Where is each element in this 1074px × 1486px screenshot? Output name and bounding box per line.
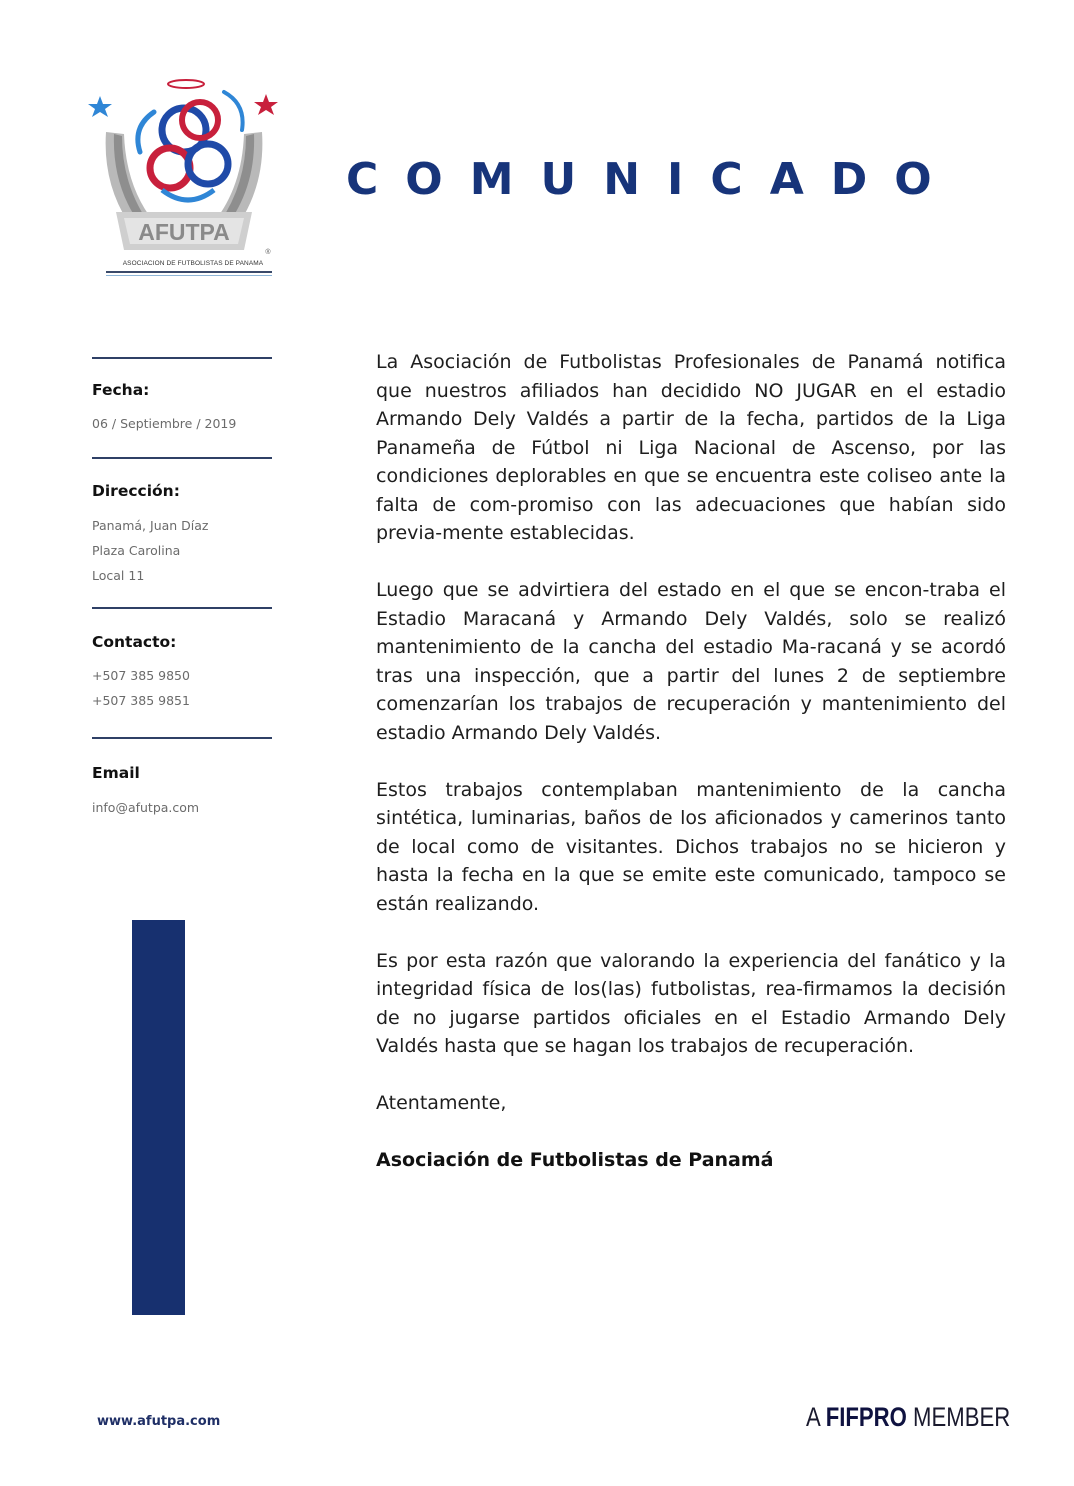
svg-text:®: ® xyxy=(265,249,271,256)
signoff: Atentamente, xyxy=(376,1092,507,1114)
logo-caption: ASOCIACION DE FUTBOLISTAS DE PANAMA xyxy=(122,260,264,267)
direccion-label: Dirección: xyxy=(92,482,180,500)
logo-divider xyxy=(106,271,272,273)
email-label: Email xyxy=(92,764,140,782)
fifpro-brand: FIFPRO xyxy=(825,1402,907,1432)
svg-text:AFUTPA: AFUTPA xyxy=(138,219,230,245)
paragraph: Estos trabajos contemplaban mantenimiento de la cancha sintética, luminarias, baños de los aficionados y camerinos tanto de local como de visitantes. Dichos trabajos no se hicieron y hasta la fecha en la que se emite este comunicado, tampoco se están realizando. xyxy=(376,778,1006,915)
email-value: info@afutpa.com xyxy=(92,800,200,815)
fifpro-prefix: A xyxy=(806,1402,826,1432)
sidebar-divider xyxy=(92,357,272,359)
paragraph: La Asociación de Futbolistas Profesionales de Panamá notifica que nuestros afiliados han decidido NO JUGAR en el estadio Armando Dely Valdés a partir de la fecha, partidos de la Liga Panameña de Fútbol ni Liga Nacional de Ascenso, por las condiciones deplorables en que se encuentra este coliseo ante la falta de com-promiso con las adecuaciones que habían sido previa-mente establecidas. xyxy=(376,351,1006,544)
contacto-phone: +507 385 9850 xyxy=(92,668,190,683)
sidebar-divider xyxy=(92,737,272,739)
sidebar-divider xyxy=(92,607,272,609)
signature: Asociación de Futbolistas de Panamá xyxy=(376,1149,774,1171)
contacto-phone: +507 385 9851 xyxy=(92,693,190,708)
logo-divider-accent xyxy=(106,275,272,276)
soccer-ball-emblem-icon xyxy=(84,72,284,282)
direccion-line: Plaza Carolina xyxy=(92,543,181,558)
contacto-label: Contacto: xyxy=(92,633,177,651)
website-link[interactable]: www.afutpa.com xyxy=(97,1414,221,1429)
fecha-label: Fecha: xyxy=(92,381,150,399)
fifpro-suffix: MEMBER xyxy=(906,1402,1011,1432)
fecha-value: 06 / Septiembre / 2019 xyxy=(92,416,237,431)
direccion-line: Local 11 xyxy=(92,568,145,583)
page-title: COMUNICADO xyxy=(346,154,959,205)
paragraph: Luego que se advirtiera del estado en el que se encon-traba el Estadio Maracaná y Armando Dely Valdés, solo se realizó mantenimiento de la cancha del estadio Ma-racaná y se acordó tras una inspección, que a partir del lunes 2 de septiembre comenzarían los trabajos de recuperación y mantenimiento del estadio Armando Dely Valdés. xyxy=(376,579,1006,744)
letter-body xyxy=(376,348,1006,1203)
direccion-line: Panamá, Juan Díaz xyxy=(92,518,209,533)
fifpro-member-badge xyxy=(806,1402,1010,1433)
decorative-bar xyxy=(132,920,185,1315)
afutpa-logo xyxy=(84,72,284,282)
paragraph: Es por esta razón que valorando la experiencia del fanático y la integridad física de los(las) futbolistas, rea-firmamos la decisión de no jugarse partidos oficiales en el Estadio Armando Dely Valdés hasta que se hagan los trabajos de recuperación. xyxy=(376,949,1006,1057)
sidebar-divider xyxy=(92,457,272,459)
